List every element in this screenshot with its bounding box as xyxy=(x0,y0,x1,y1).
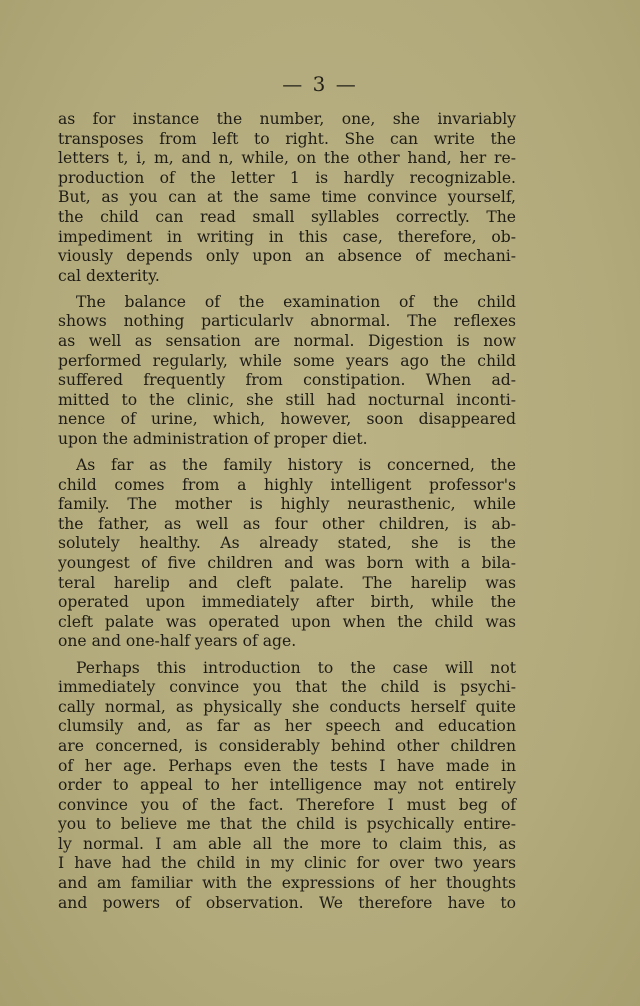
text-line: the father, as well as four other children, is ab- xyxy=(58,514,516,533)
text-line: are concerned, is considerably behind other children xyxy=(58,736,516,755)
text-line: and am familiar with the expressions of her thoughts xyxy=(58,874,516,893)
text-line: operated upon immediately after birth, while the xyxy=(58,593,516,612)
paragraph xyxy=(58,110,516,286)
text-line: letters t, i, m, and n, while, on the other hand, her re- xyxy=(58,149,516,168)
text-line: one and one-half years of age. xyxy=(58,632,297,651)
text-line: impediment in writing in this case, therefore, ob- xyxy=(58,227,516,246)
text-line: youngest of five children and was born with a bila- xyxy=(58,554,516,573)
text-line: you to believe me that the child is psychically entire- xyxy=(58,815,516,834)
text-line: solutely healthy. As already stated, she is the xyxy=(58,534,516,553)
text-line: shows nothing particularlv abnormal. The reflexes xyxy=(58,312,516,331)
text-line: suffered frequently from constipation. When ad- xyxy=(58,371,516,390)
paragraph xyxy=(58,659,516,914)
text-line: upon the administration of proper diet. xyxy=(58,430,368,448)
text-line: cleft palate was operated upon when the child was xyxy=(58,612,516,631)
text-line: as well as sensation are normal. Digestion is now xyxy=(58,332,516,351)
text-line: family. The mother is highly neurasthenic, while xyxy=(58,495,516,514)
text-line: child comes from a highly intelligent professor's xyxy=(58,475,516,494)
text-line: cally normal, as physically she conducts herself quite xyxy=(58,697,516,716)
text-line: ly normal. I am able all the more to claim this, as xyxy=(58,834,516,853)
text-line: Perhaps this introduction to the case will not xyxy=(76,658,516,677)
text-line: of her age. Perhaps even the tests I have made in xyxy=(58,756,516,775)
text-line: production of the letter 1 is hardly recognizable. xyxy=(58,168,516,187)
text-line: As far as the family history is concerned, the xyxy=(76,456,516,475)
text-line: nence of urine, which, however, soon disappeared xyxy=(58,410,516,429)
text-line: cal dexterity. xyxy=(58,266,160,285)
text-line: But, as you can at the same time convince yourself, xyxy=(58,188,516,207)
text-line: viously depends only upon an absence of mechani- xyxy=(58,247,516,266)
text-line: I have had the child in my clinic for over two years xyxy=(58,854,516,873)
text-line: transposes from left to right. She can write the xyxy=(58,129,516,148)
text-line: performed regularly, while some years ago the child xyxy=(58,351,516,370)
text-line: clumsily and, as far as her speech and education xyxy=(58,717,516,736)
paragraph xyxy=(58,456,516,652)
text-line: mitted to the clinic, she still had nocturnal inconti- xyxy=(58,390,516,409)
page-number: — 3 — xyxy=(282,72,358,96)
text-line: convince you of the fact. Therefore I must beg of xyxy=(58,795,516,814)
text-line: the child can read small syllables correctly. The xyxy=(58,207,516,226)
text-line: as for instance the number, one, she invariably xyxy=(58,110,516,128)
body-text xyxy=(58,110,516,920)
paragraph xyxy=(58,293,516,450)
text-line: immediately convince you that the child is psychi- xyxy=(58,678,516,697)
text-line: and powers of observation. We therefore have to xyxy=(58,893,516,912)
text-line: order to appeal to her intelligence may not entirely xyxy=(58,776,516,795)
text-line: The balance of the examination of the child xyxy=(76,292,516,311)
text-line: teral harelip and cleft palate. The harelip was xyxy=(58,573,516,592)
